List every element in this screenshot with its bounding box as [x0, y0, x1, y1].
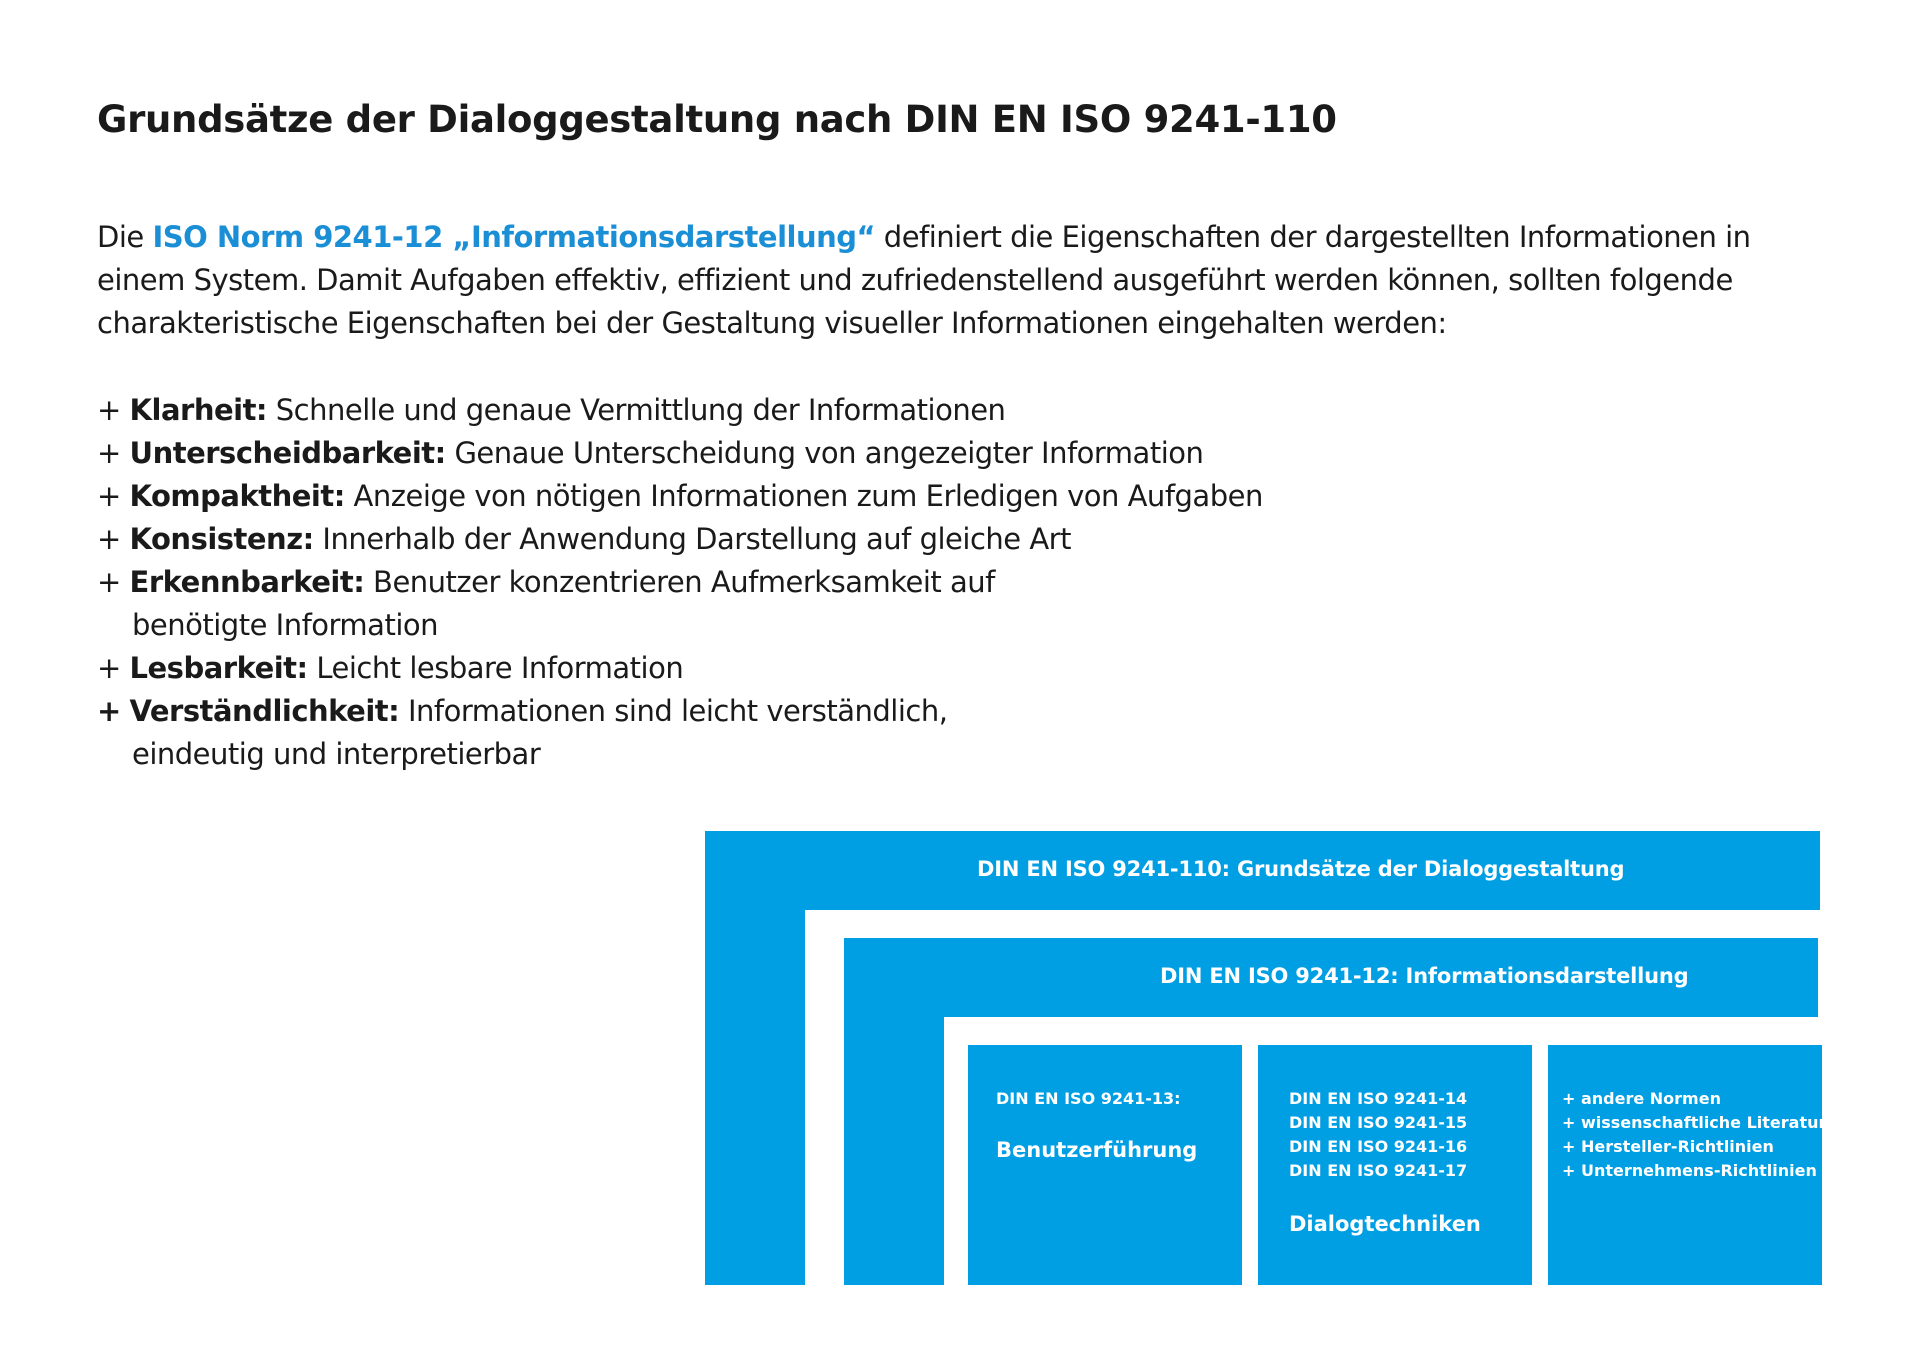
- bullet: +: [97, 522, 121, 556]
- intro-line-2: einem System. Damit Aufgaben effektiv, effizient und zufriedenstellend ausgeführt werden können, sollten folgende: [97, 263, 1733, 297]
- box3-list: [1562, 1087, 1826, 1183]
- box2-label: Dialogtechniken: [1289, 1212, 1481, 1236]
- property-text: Anzeige von nötigen Informationen zum Erledigen von Aufgaben: [344, 479, 1263, 513]
- property-term: Unterscheidbarkeit:: [129, 436, 446, 470]
- middle-bar: [844, 938, 1818, 1017]
- box2-code: DIN EN ISO 9241-14: [1289, 1089, 1468, 1108]
- bullet: +: [97, 651, 121, 685]
- box3-item: + wissenschaftliche Literatur: [1562, 1113, 1827, 1132]
- list-item: [97, 690, 1263, 733]
- box-benutzerfuehrung: [968, 1045, 1242, 1285]
- property-text: Schnelle und genaue Vermittlung der Informationen: [267, 393, 1006, 427]
- property-term: Konsistenz:: [129, 522, 314, 556]
- bullet: +: [97, 479, 121, 513]
- list-item: [97, 561, 1263, 604]
- property-term: Erkennbarkeit:: [129, 565, 365, 599]
- intro-highlight: ISO Norm 9241-12 „Informationsdarstellung“: [152, 220, 876, 254]
- bullet: +: [97, 694, 121, 728]
- bullet: +: [97, 393, 121, 427]
- property-term: Kompaktheit:: [129, 479, 345, 513]
- bullet: +: [97, 436, 121, 470]
- list-item-continuation: eindeutig und interpretierbar: [132, 737, 541, 771]
- list-item: [97, 518, 1263, 561]
- page-title: Grundsätze der Dialoggestaltung nach DIN EN ISO 9241-110: [97, 98, 1337, 141]
- box1-label: Benutzerführung: [996, 1138, 1198, 1162]
- intro-line1-rest: definiert die Eigenschaften der dargestellten Informationen in: [875, 220, 1751, 254]
- property-text: Informationen sind leicht verständlich,: [399, 694, 948, 728]
- intro-line-1: [97, 216, 1857, 259]
- property-text: Leicht lesbare Information: [307, 651, 684, 685]
- box-other-sources: [1548, 1045, 1827, 1285]
- box3-item: + andere Normen: [1562, 1089, 1721, 1108]
- property-term: Lesbarkeit:: [129, 651, 308, 685]
- intro-line-3: charakteristische Eigenschaften bei der Gestaltung visueller Informationen eingehalten werden:: [97, 306, 1447, 340]
- middle-bar-label: DIN EN ISO 9241-12: Informationsdarstellung: [1160, 964, 1689, 988]
- box2-codes: [1289, 1087, 1467, 1183]
- outer-bar-label: DIN EN ISO 9241-110: Grundsätze der Dialoggestaltung: [977, 857, 1625, 881]
- box2-code: DIN EN ISO 9241-15: [1289, 1113, 1468, 1132]
- property-term: Verständlichkeit:: [129, 694, 400, 728]
- box2-code: DIN EN ISO 9241-17: [1289, 1161, 1468, 1180]
- box3-item: + Unternehmens-Richtlinien: [1562, 1161, 1817, 1180]
- outer-bar: [705, 831, 1820, 910]
- box3-item: + Hersteller-Richtlinien: [1562, 1137, 1774, 1156]
- list-item: [97, 647, 1263, 690]
- box2-code: DIN EN ISO 9241-16: [1289, 1137, 1468, 1156]
- intro-prefix: Die: [97, 220, 153, 254]
- list-item-continuation: benötigte Information: [132, 608, 439, 642]
- properties-list: [97, 389, 1263, 776]
- list-item: [97, 475, 1263, 518]
- property-term: Klarheit:: [129, 393, 268, 427]
- intro-paragraph: [97, 216, 1857, 345]
- property-text: Innerhalb der Anwendung Darstellung auf gleiche Art: [313, 522, 1071, 556]
- list-item: [97, 389, 1263, 432]
- list-item: [97, 432, 1263, 475]
- property-text: Benutzer konzentrieren Aufmerksamkeit auf: [364, 565, 995, 599]
- box1-code: DIN EN ISO 9241-13:: [996, 1089, 1181, 1108]
- middle-column: [844, 1016, 944, 1285]
- property-text: Genaue Unterscheidung von angezeigter Information: [445, 436, 1204, 470]
- bullet: +: [97, 565, 121, 599]
- box-dialogtechniken: [1258, 1045, 1532, 1285]
- outer-column: [705, 909, 805, 1285]
